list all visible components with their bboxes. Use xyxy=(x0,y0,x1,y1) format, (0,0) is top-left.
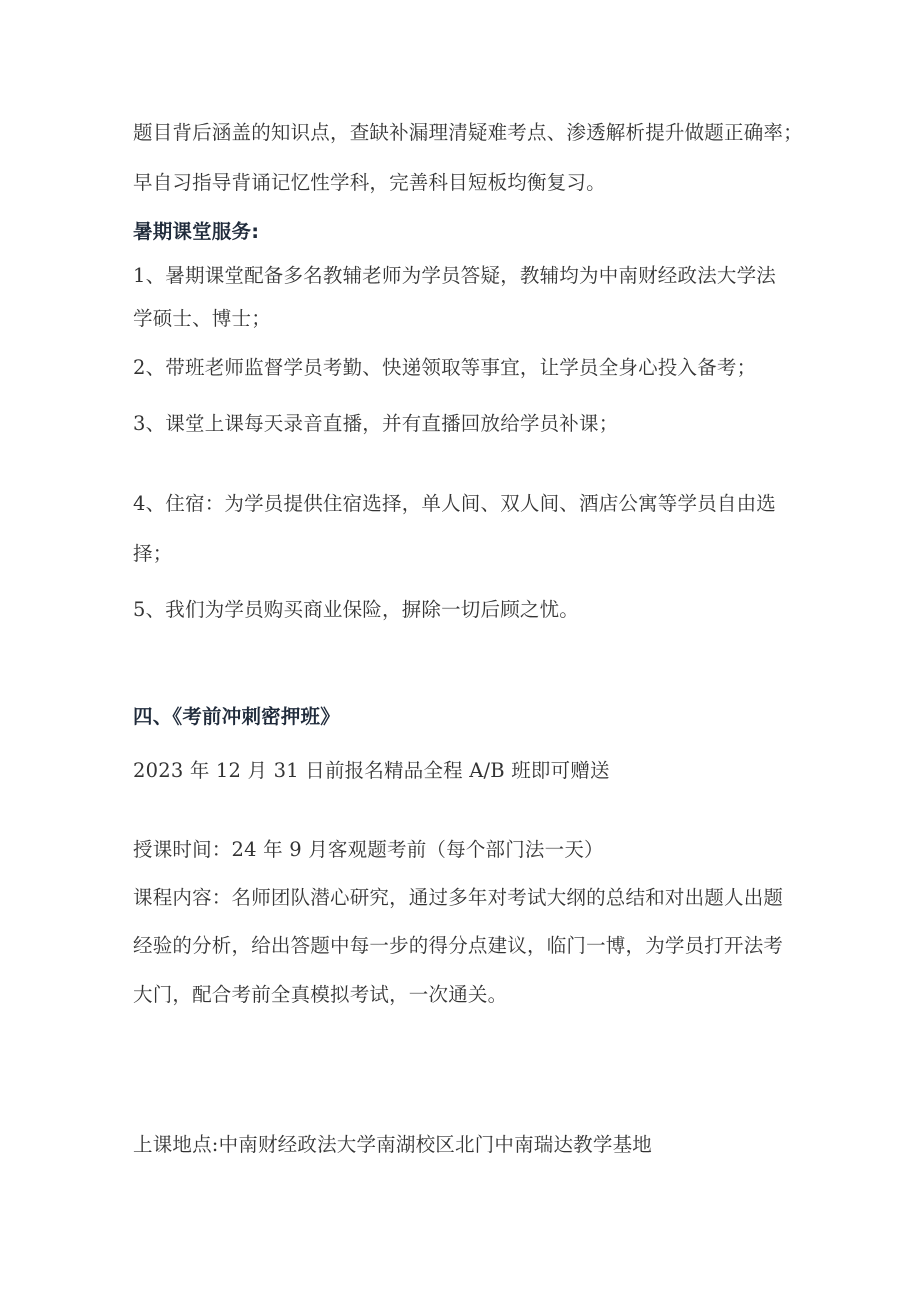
section-4-content-line-1: 课程内容：名师团队潜心研究，通过多年对考试大纲的总结和对出题人出题 xyxy=(133,886,784,909)
summer-item-1-line-1: 1、暑期课堂配备多名教辅老师为学员答疑，教辅均为中南财经政法大学法 xyxy=(133,264,777,287)
summer-item-3: 3、课堂上课每天录音直播，并有直播回放给学员补课； xyxy=(133,412,619,435)
section-4-promo: 2023 年 12 月 31 日前报名精品全程 A/B 班即可赠送 xyxy=(133,759,610,782)
intro-line-2: 早自习指导背诵记忆性学科，完善科目短板均衡复习。 xyxy=(133,171,606,194)
class-location: 上课地点:中南财经政法大学南湖校区北门中南瑞达教学基地 xyxy=(133,1133,652,1156)
section-4-heading: 四、《考前冲刺密押班》 xyxy=(133,705,340,728)
summer-item-4-line-2: 择； xyxy=(133,542,173,565)
summer-service-heading: 暑期课堂服务: xyxy=(133,220,260,243)
section-4-content-line-2: 经验的分析，给出答题中每一步的得分点建议，临门一博，为学员打开法考 xyxy=(133,934,784,957)
summer-item-5: 5、我们为学员购买商业保险，摒除一切后顾之忧。 xyxy=(133,598,580,621)
summer-item-2: 2、带班老师监督学员考勤、快递领取等事宜，让学员全身心投入备考； xyxy=(133,356,757,379)
intro-line-1: 题目背后涵盖的知识点，查缺补漏理清疑难考点、渗透解析提升做题正确率； xyxy=(133,121,803,144)
summer-item-1-line-2: 学硕士、博士； xyxy=(133,307,271,330)
section-4-content-line-3: 大门，配合考前全真模拟考试，一次通关。 xyxy=(133,983,508,1006)
section-4-time: 授课时间：24 年 9 月客观题考前（每个部门法一天） xyxy=(133,838,604,861)
summer-item-4-line-1: 4、住宿：为学员提供住宿选择，单人间、双人间、酒店公寓等学员自由选 xyxy=(133,492,777,515)
